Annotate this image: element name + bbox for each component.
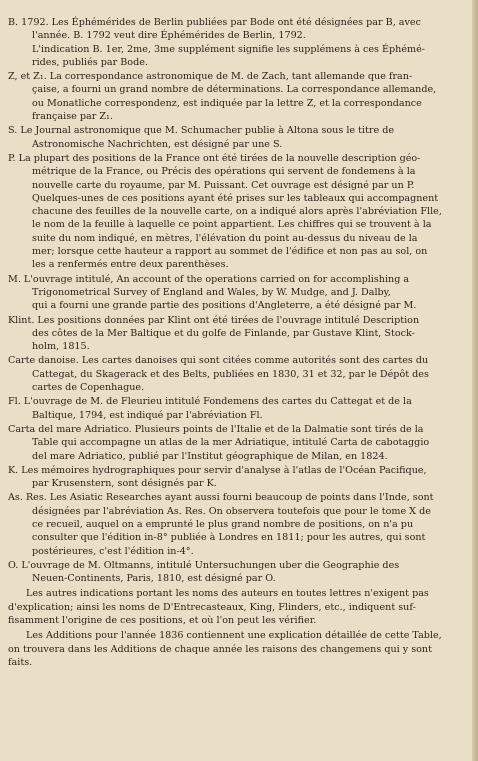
- entry-berlin: [8, 16, 468, 69]
- entry-line: K. Les mémoires hydrographiques pour servir d'analyse à l'atlas de l'Océan Pacifique,: [8, 464, 427, 476]
- entry-line: des côtes de la Mer Baltique et du golfe de Finlande, par Gustave Klint, Stock-: [32, 327, 415, 339]
- entry-line: del mare Adriatico, publié par l'Institut géographique de Milan, en 1824.: [32, 450, 388, 462]
- entry-line: qui a fourni une grande partie des positions d'Angleterre, a été désigné par M.: [32, 300, 417, 312]
- entry-line: désignées par l'abréviation As. Res. On observera toutefois que pour le tome X de: [32, 505, 431, 517]
- entry-fleurieu: [8, 395, 468, 422]
- entry-line: Neuen-Continents, Paris, 1810, est désigné par O.: [32, 573, 276, 585]
- entry-line: S. Le Journal astronomique que M. Schumacher publie à Altona sous le titre de: [8, 125, 395, 137]
- entry-line: suite du nom indiqué, en mètres, l'élévation du point au-dessus du niveau de la: [32, 232, 418, 244]
- paragraph-line: on trouvera dans les Additions de chaque année les raisons des changemens qui y sont: [8, 643, 432, 655]
- entry-line: ou Monatliche correspondenz, est indiquée par la lettre Z, et la correspondance: [32, 97, 422, 109]
- entry-line: nouvelle carte du royaume, par M. Puissant. Cet ouvrage est désigné par un P.: [32, 179, 415, 191]
- entry-krusenstern: [8, 464, 468, 491]
- entry-carta-adriatico: [8, 423, 468, 463]
- paragraph-line: Les autres indications portant les noms des auteurs en toutes lettres n'exigent pas: [26, 588, 429, 600]
- entry-line: rides, publiés par Bode.: [32, 56, 148, 68]
- entry-line: mer; lorsque cette hauteur a rapport au sommet de l'édifice et non pas au sol, on: [32, 246, 428, 258]
- entry-line: Quelques-unes de ces positions ayant été prises sur les tableaux qui accompagnent: [32, 192, 439, 204]
- entry-line: métrique de la France, ou Précis des opérations qui servent de fondemens à la: [32, 166, 416, 178]
- entry-carte-danoise: [8, 354, 468, 394]
- entry-line: française par Z₁.: [32, 111, 113, 123]
- entry-line: consulter que l'édition in-8° publiée à Londres en 1811; pour les autres, qui sont: [32, 532, 426, 544]
- entry-line: par Krusenstern, sont désignés par K.: [32, 478, 217, 490]
- entry-line: Z, et Z₁. La correspondance astronomique de M. de Zach, tant allemande que fran-: [8, 71, 413, 83]
- entry-line: les a renfermés entre deux parenthèses.: [32, 259, 229, 271]
- entry-line: O. L'ouvrage de M. Oltmanns, intitulé Untersuchungen uber die Geographie des: [8, 559, 400, 571]
- entry-line: P. La plupart des positions de la France ont été tirées de la nouvelle description géo-: [8, 152, 421, 164]
- entry-line: chacune des feuilles de la nouvelle carte, on a indiqué alors après l'abréviation Flle,: [32, 206, 442, 218]
- entry-zach: [8, 70, 468, 123]
- entry-line: cartes de Copenhague.: [32, 382, 145, 394]
- entry-line: B. 1792. Les Éphémérides de Berlin publiées par Bode ont été désignées par B, avec: [8, 17, 421, 28]
- entry-line: Klint. Les positions données par Klint ont été tirées de l'ouvrage intitulé Description: [8, 314, 420, 326]
- paragraph-line: Les Additions pour l'année 1836 contiennent une explication détaillée de cette Table,: [26, 630, 442, 642]
- entry-klint: [8, 314, 468, 354]
- entry-line: Baltique, 1794, est indiqué par l'abréviation Fl.: [32, 409, 263, 421]
- paragraph-line: fisamment l'origine de ces positions, et où l'on peut les vérifier.: [8, 615, 317, 627]
- entry-puissant: [8, 152, 468, 272]
- entry-line: ce recueil, auquel on a emprunté le plus grand nombre de positions, on n'a pu: [32, 518, 414, 530]
- entry-line: holm, 1815.: [32, 341, 90, 353]
- entry-line: Cattegat, du Skagerack et des Belts, publiées en 1830, 31 et 32, par le Dépôt des: [32, 368, 429, 380]
- entry-oltmanns: [8, 559, 468, 586]
- entry-line: postérieures, c'est l'édition in-4°.: [32, 545, 194, 557]
- entry-mudge: [8, 273, 468, 313]
- paragraph-line: d'explication; ainsi les noms de D'Entrecasteaux, King, Flinders, etc., indiquent suf-: [8, 601, 416, 613]
- entry-line: Table qui accompagne un atlas de la mer Adriatique, intitulé Carta de cabotaggio: [32, 437, 430, 449]
- entry-asiatic-researches: [8, 491, 468, 557]
- paragraph-additions: [8, 629, 468, 669]
- entry-line: l'année. B. 1792 veut dire Éphémérides de Berlin, 1792.: [32, 30, 306, 42]
- entry-line: M. L'ouvrage intitulé, An account of the operations carried on for accomplishing a: [8, 273, 410, 285]
- paragraph-line: faits.: [8, 656, 33, 668]
- entry-line: As. Res. Les Asiatic Researches ayant aussi fourni beaucoup de points dans l'Inde, sont: [8, 492, 434, 504]
- entry-line: Carta del mare Adriatico. Plusieurs points de l'Italie et de la Dalmatie sont tirés de la: [8, 423, 424, 435]
- entry-schumacher: [8, 124, 468, 151]
- entry-line: çaise, a fourni un grand nombre de déterminations. La correspondance allemande,: [32, 84, 437, 96]
- entry-line: le nom de la feuille à laquelle ce point appartient. Les chiffres qui se trouvent à la: [32, 219, 432, 231]
- entry-line: Fl. L'ouvrage de M. de Fleurieu intitulé Fondemens des cartes du Cattegat et de la: [8, 396, 412, 408]
- entry-line: Carte danoise. Les cartes danoises qui sont citées comme autorités sont des cartes du: [8, 355, 429, 367]
- entry-line: Trigonometrical Survey of England and Wales, by W. Mudge, and J. Dalby,: [32, 286, 391, 298]
- page-edge: [472, 0, 478, 761]
- entry-line: L'indication B. 1er, 2me, 3me supplément signifie les supplémens à ces Éphémé-: [32, 43, 426, 55]
- paragraph-other-indications: [8, 587, 468, 627]
- entry-line: Astronomische Nachrichten, est désigné par une S.: [32, 138, 283, 150]
